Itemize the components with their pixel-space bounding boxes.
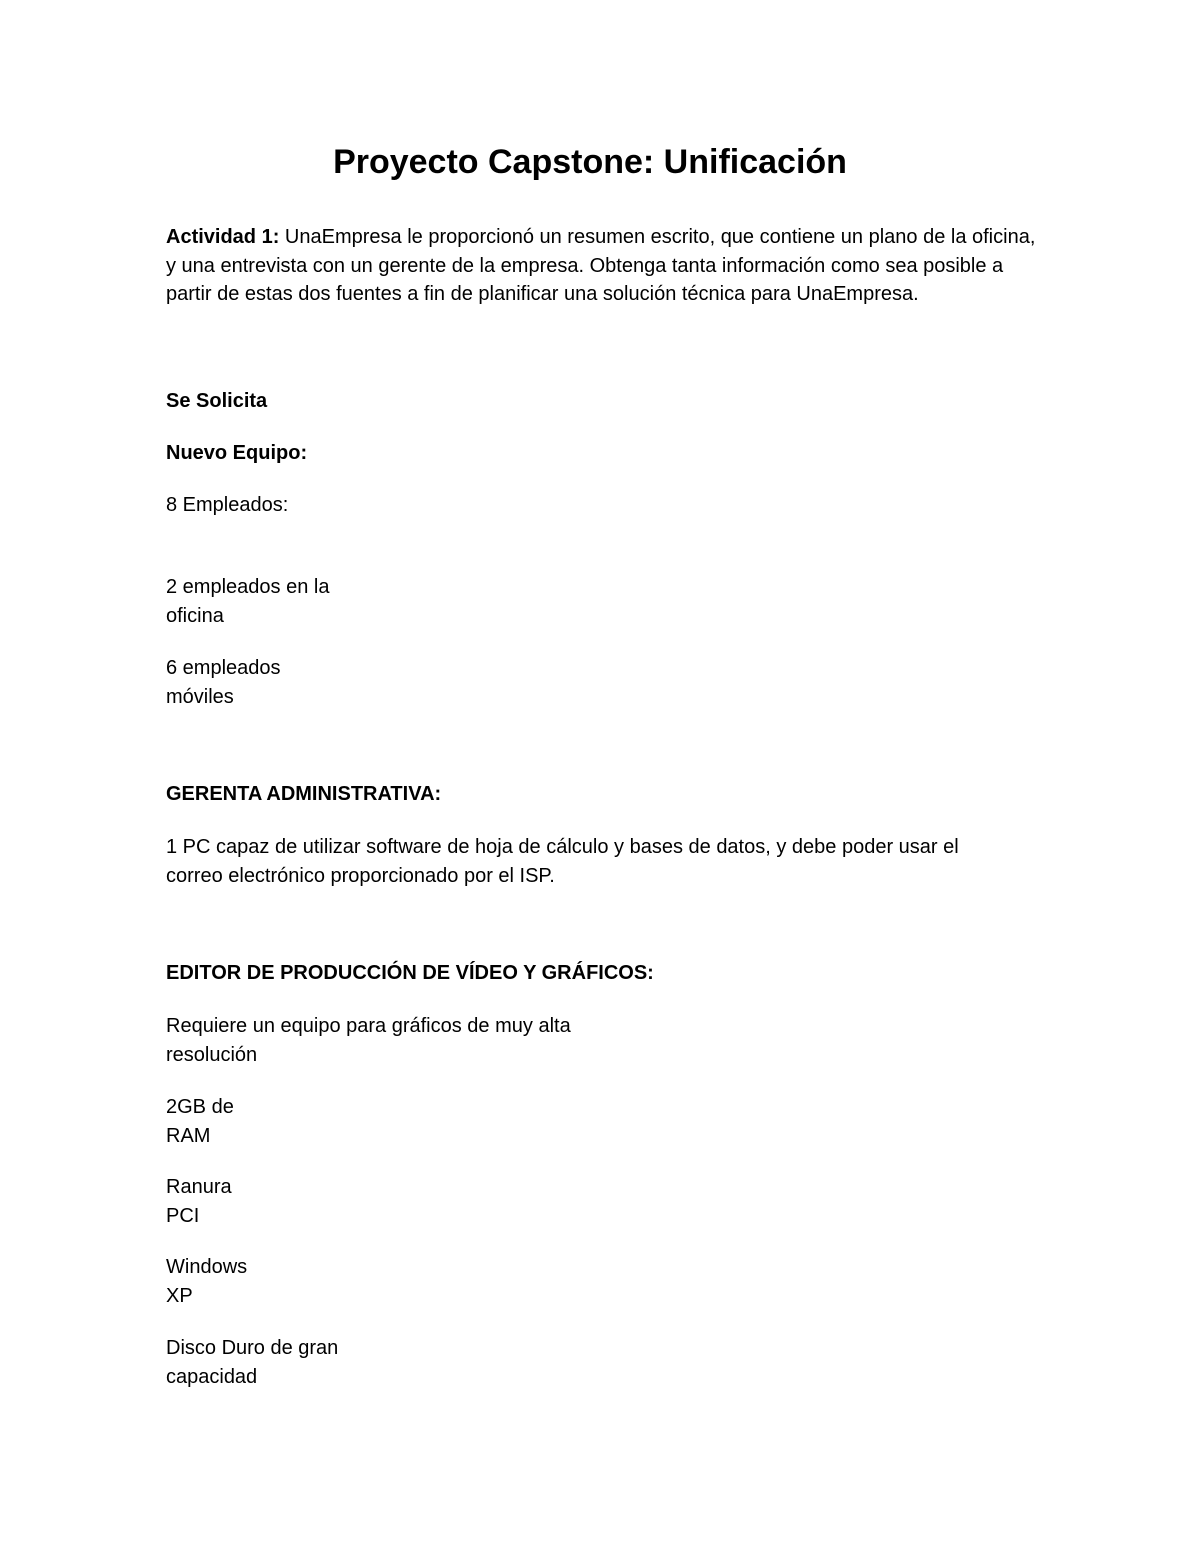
video-editor-heading: EDITOR DE PRODUCCIÓN DE VÍDEO Y GRÁFICOS: bbox=[166, 962, 654, 984]
list-item: 8 Empleados: bbox=[166, 494, 289, 516]
list-item: Windows XP bbox=[166, 1256, 248, 1307]
list-item: Ranura PCI bbox=[166, 1176, 232, 1227]
list-item: 6 empleados móviles bbox=[166, 657, 281, 708]
list-item: 2 empleados en la oficina bbox=[166, 576, 330, 627]
list-item: 2GB de RAM bbox=[166, 1096, 234, 1147]
admin-manager-heading: GERENTA ADMINISTRATIVA: bbox=[166, 783, 442, 805]
admin-manager-text: 1 PC capaz de utilizar software de hoja de cálculo y bases de datos, y debe poder usar el correo electrónico proporcionado por el ISP. bbox=[166, 836, 959, 887]
list-item: Disco Duro de gran capacidad bbox=[166, 1337, 339, 1388]
requested-heading: Se Solicita bbox=[166, 390, 268, 412]
activity-label: Actividad 1: bbox=[166, 226, 280, 248]
list-item: Requiere un equipo para gráficos de muy alta resolución bbox=[166, 1015, 571, 1066]
activity-text: UnaEmpresa le proporcionó un resumen escrito, que contiene un plano de la oficina, y una entrevista con un gerente de la empresa. Obtenga tanta información como sea posible a partir de estas dos fuentes a fin de planificar una solución técnica para UnaEmpresa. bbox=[166, 226, 1036, 305]
new-equipment-heading: Nuevo Equipo: bbox=[166, 442, 308, 464]
activity-paragraph bbox=[166, 223, 1036, 309]
document-title: Proyecto Capstone: Unificación bbox=[333, 143, 847, 181]
